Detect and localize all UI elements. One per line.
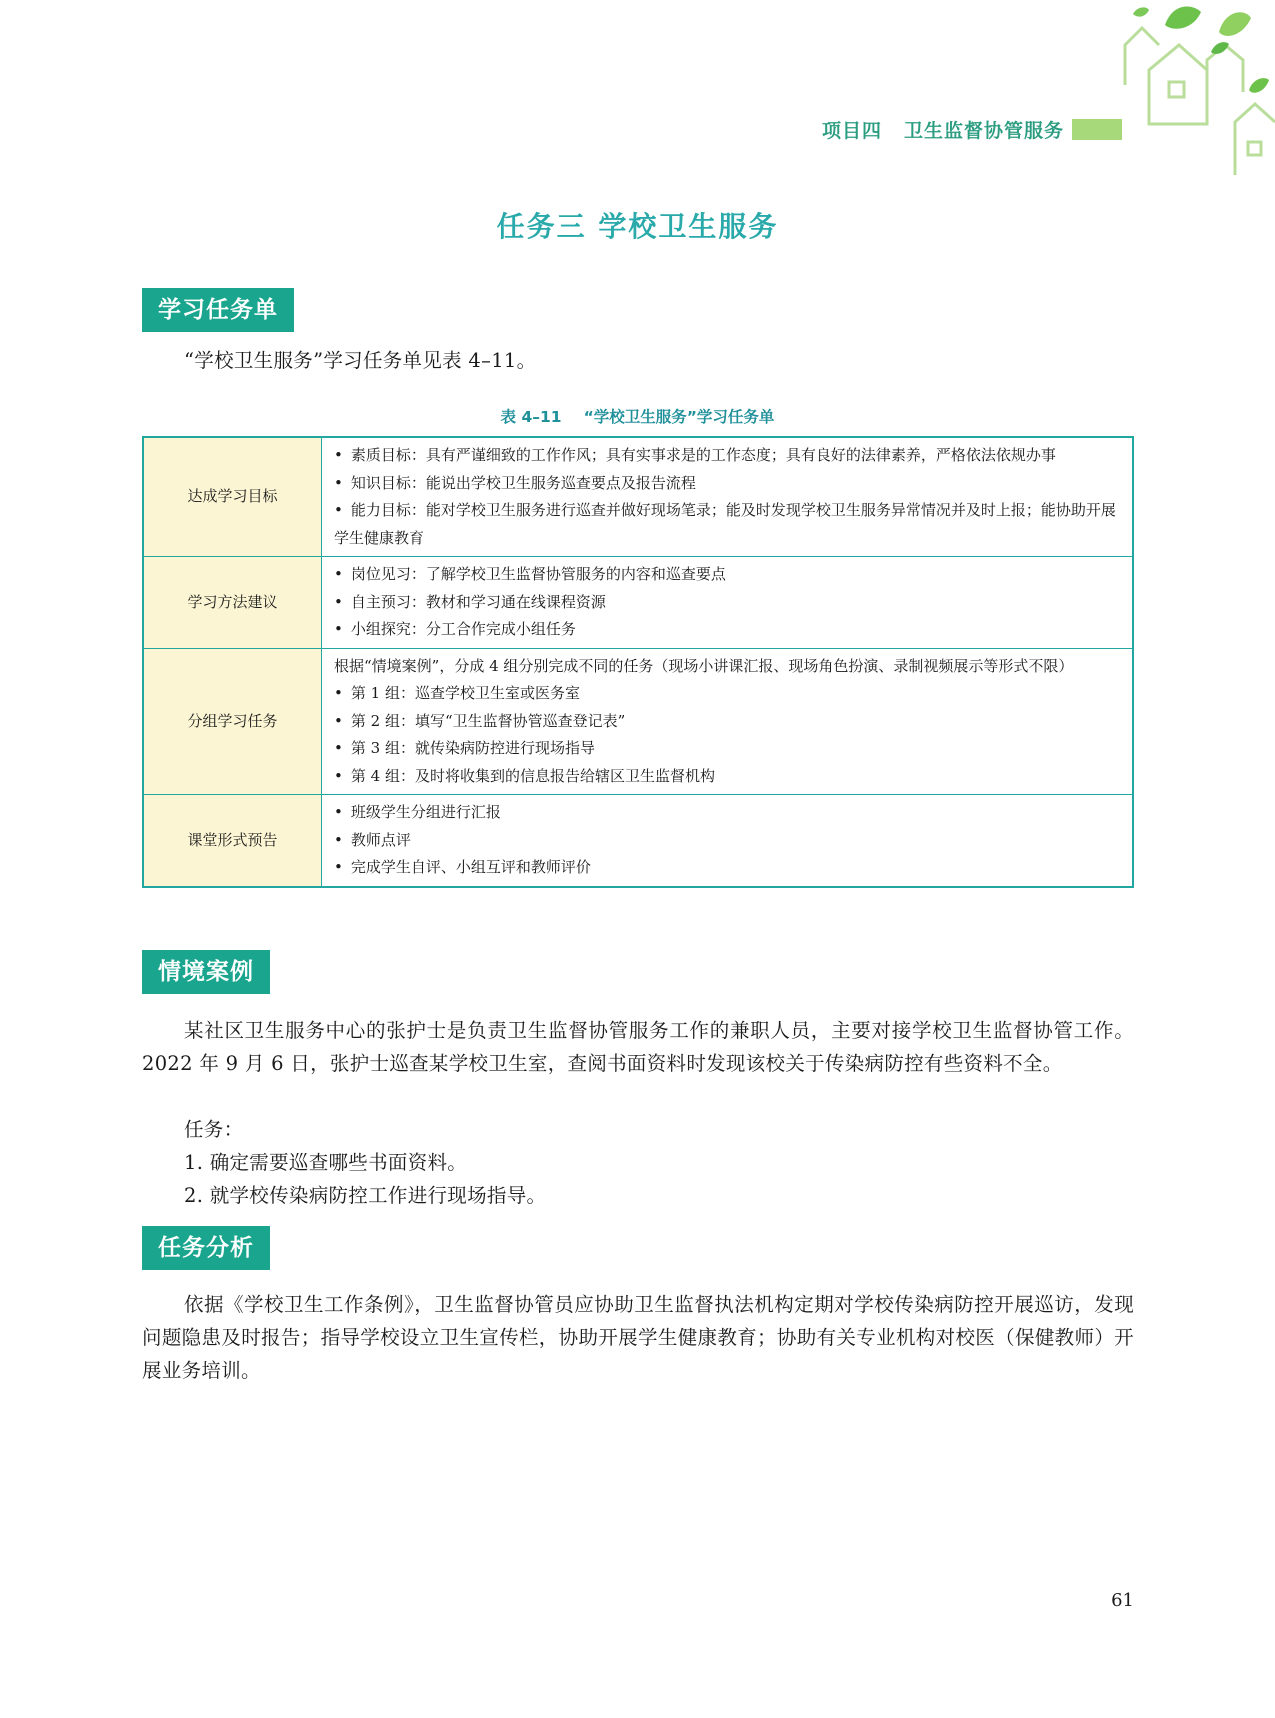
study-task-table — [142, 436, 1134, 888]
scenario-task-label: 任务： — [184, 1118, 244, 1141]
table-row — [143, 795, 1133, 887]
table-row — [143, 648, 1133, 795]
leaf-icon — [1165, 6, 1201, 28]
scenario-task-item: 1. 确定需要巡查哪些书面资料。 — [184, 1151, 468, 1174]
table-caption-title: “学校卫生服务”学习任务单 — [583, 408, 775, 426]
section-tag-scenario: 情境案例 — [142, 950, 270, 994]
list-item: • 岗位见习：了解学校卫生监督协管服务的内容和巡查要点 — [334, 561, 1122, 589]
list-item: • 小组探究：分工合作完成小组任务 — [334, 616, 1122, 644]
leaf-icon — [1133, 7, 1149, 16]
section-tag-study-sheet: 学习任务单 — [142, 288, 294, 332]
row-intro: 根据“情境案例”，分成 4 组分别完成不同的任务（现场小讲课汇报、现场角色扮演、录制视频展示等形式不限） — [334, 656, 1074, 675]
section-tag-analysis: 任务分析 — [142, 1226, 270, 1270]
list-item: • 能力目标：能对学校卫生服务进行巡查并做好现场笔录；能及时发现学校卫生服务异常情况并及时上报；能协助开展学生健康教育 — [334, 497, 1122, 552]
list-item: • 知识目标：能说出学校卫生服务巡查要点及报告流程 — [334, 470, 1122, 498]
table-caption-number: 表 4–11 — [500, 408, 562, 426]
task-title: 任务三 学校卫生服务 — [496, 210, 779, 243]
table-row — [143, 437, 1133, 557]
analysis-paragraph: 依据《学校卫生工作条例》，卫生监督协管员应协助卫生监督执法机构定期对学校传染病防控开展巡访，发现问题隐患及时报告；指导学校设立卫生宣传栏，协助开展学生健康教育；协助有关专业机构对校医（保健教师）开展业务培训。 — [142, 1293, 1134, 1382]
project-number: 项目四 — [822, 119, 883, 142]
page-number: 61 — [1111, 1590, 1134, 1611]
list-item: • 第 4 组：及时将收集到的信息报告给辖区卫生监督机构 — [334, 763, 1122, 791]
list-item: • 素质目标：具有严谨细致的工作作风；具有实事求是的工作态度；具有良好的法律素养，严格依法依规办事 — [334, 442, 1122, 470]
row-content — [322, 557, 1134, 649]
list-item: • 自主预习：教材和学习通在线课程资源 — [334, 589, 1122, 617]
row-content — [322, 437, 1134, 557]
list-item: • 第 1 组：巡查学校卫生室或医务室 — [334, 680, 1122, 708]
list-item: • 完成学生自评、小组互评和教师评价 — [334, 854, 1122, 882]
row-content — [322, 648, 1134, 795]
list-item: • 第 2 组：填写“卫生监督协管巡查登记表” — [334, 708, 1122, 736]
scenario-paragraph: 某社区卫生服务中心的张护士是负责卫生监督协管服务工作的兼职人员，主要对接学校卫生监督协管工作。2022 年 9 月 6 日，张护士巡查某学校卫生室，查阅书面资料时发现该校关于传染病防控有些资料不全。 — [142, 1019, 1134, 1075]
header-accent-bar — [1072, 119, 1122, 140]
leaf-icon — [1211, 42, 1229, 54]
project-title: 卫生监督协管服务 — [904, 119, 1065, 142]
intro-text: “学校卫生服务”学习任务单见表 4–11。 — [184, 349, 537, 372]
row-label: 达成学习目标 — [143, 437, 322, 557]
houses-and-leaves-icon — [1045, 0, 1275, 175]
leaf-icon — [1249, 78, 1269, 93]
row-label: 分组学习任务 — [143, 648, 322, 795]
leaf-icon — [1219, 12, 1251, 36]
list-item: • 教师点评 — [334, 827, 1122, 855]
row-content — [322, 795, 1134, 887]
table-caption — [0, 405, 1275, 427]
scenario-task-item: 2. 就学校传染病防控工作进行现场指导。 — [184, 1184, 547, 1207]
list-item: • 第 3 组：就传染病防控进行现场指导 — [334, 735, 1122, 763]
row-label: 课堂形式预告 — [143, 795, 322, 887]
table-row — [143, 557, 1133, 649]
row-label: 学习方法建议 — [143, 557, 322, 649]
running-header — [822, 114, 1122, 144]
list-item: • 班级学生分组进行汇报 — [334, 799, 1122, 827]
